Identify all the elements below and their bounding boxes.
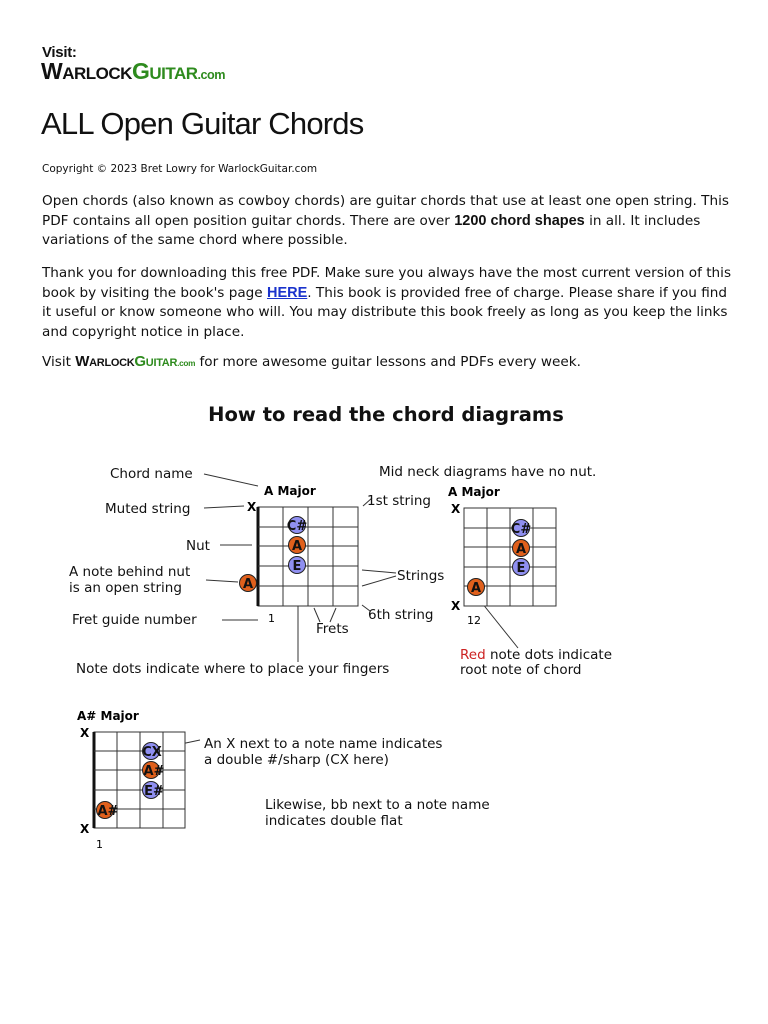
logo-w: W (41, 58, 63, 84)
diagram1-chord-name: A Major (264, 484, 316, 498)
intro-paragraph-2 (42, 264, 732, 342)
p1-text-before: Open chords (also known as cowboy chords) are guitar chords that use at least one open string. This PDF contains all open position guitar chords. There are over (42, 193, 729, 229)
logo-g: G (131, 58, 150, 84)
intro-paragraph-1 (42, 192, 732, 251)
svg-text:C#: C# (510, 522, 532, 537)
label-sixth-string: 6th string (368, 607, 434, 623)
svg-text:A#: A# (143, 764, 165, 779)
chord-count-highlight: 1200 chord shapes (454, 212, 585, 229)
label-note-dots: Note dots indicate where to place your fingers (76, 661, 390, 677)
intro-paragraph-3 (42, 352, 732, 374)
label-double-flat-2: indicates double flat (265, 813, 403, 829)
note-dot-a-low-2 (468, 579, 485, 597)
page-title: ALL Open Guitar Chords (41, 106, 364, 141)
diagram3-chord-name: A# Major (77, 709, 139, 723)
warlock-guitar-logo-inline[interactable] (75, 353, 195, 370)
svg-text:E#: E# (144, 784, 164, 799)
diagram1-fret-number: 1 (268, 612, 275, 625)
label-muted-string: Muted string (105, 501, 191, 517)
chord-grid-1 (258, 507, 358, 606)
p2-text-after: . This book is provided free of charge. Please share if you find it useful or know someone who will. You may distribute this book freely as long as you keep the links and copyright notice in place. (42, 284, 728, 340)
inline-logo-g: G (134, 353, 146, 370)
diagram3-fret-number: 1 (96, 838, 103, 851)
svg-text:A: A (515, 542, 527, 557)
label-strings: Strings (397, 568, 445, 584)
label-nut: Nut (186, 538, 210, 554)
label-red-dots-2: root note of chord (460, 662, 582, 678)
label-double-sharp-2: a double #/sharp (CX here) (204, 752, 389, 768)
label-first-string: 1st string (367, 493, 431, 509)
note-dot-csharp-2 (511, 520, 532, 538)
inline-logo-w: W (75, 353, 90, 370)
diagram3-muted-top: X (80, 726, 90, 740)
label-behind-nut-1: A note behind nut (69, 564, 191, 580)
svg-text:C#: C# (286, 519, 308, 534)
logo-domain: .com (197, 68, 226, 82)
label-double-flat-1: Likewise, bb next to a note name (265, 797, 490, 813)
svg-text:CX: CX (142, 745, 162, 760)
note-dot-esharp-3 (143, 782, 164, 800)
diagram1-muted-x: X (247, 500, 257, 514)
warlock-guitar-logo[interactable] (41, 58, 225, 85)
note-dot-csharp-1 (287, 517, 308, 535)
diagram2-chord-name: A Major (448, 485, 500, 499)
svg-text:A: A (291, 539, 303, 554)
p2-text-before: Thank you for downloading this free PDF. Make sure you always have the most current version of this book by visiting the book's page (42, 265, 732, 301)
chord-diagram-illustration (0, 450, 768, 870)
logo-uitar: UITAR (149, 64, 198, 83)
label-behind-nut-2: is an open string (69, 580, 182, 596)
inline-logo-arlock: ARLOCK (89, 357, 135, 369)
note-dot-asharp-low-3 (97, 802, 119, 820)
copyright-notice: Copyright © 2023 Bret Lowry for WarlockGuitar.com (42, 163, 318, 175)
label-fret-guide: Fret guide number (72, 612, 197, 628)
visit-label: Visit: (42, 44, 77, 61)
diagram-section-title: How to read the chord diagrams (208, 403, 564, 426)
note-dot-e-2 (513, 559, 530, 577)
diagram2-muted-top: X (451, 502, 461, 516)
svg-text:E: E (292, 559, 302, 574)
note-dot-e-1 (289, 557, 306, 575)
p3-text-before: Visit (42, 354, 76, 370)
note-dot-a-root-1 (289, 537, 306, 555)
note-dot-open-a-1 (240, 575, 257, 593)
label-red-dots-1: Red note dots indicate (460, 647, 613, 663)
note-dot-a-root-2 (513, 540, 530, 558)
here-link[interactable]: HERE (266, 284, 308, 301)
inline-logo-domain: .com (177, 359, 196, 368)
diagram2-muted-bottom: X (451, 599, 461, 613)
p3-text-after: for more awesome guitar lessons and PDFs every week. (195, 354, 581, 370)
label-chord-name: Chord name (110, 466, 193, 482)
svg-text:A: A (242, 577, 254, 592)
diagram3-muted-bottom: X (80, 822, 90, 836)
logo-arlock: ARLOCK (62, 64, 132, 83)
inline-logo-uitar: UITAR (145, 357, 178, 369)
svg-text:A#: A# (97, 804, 119, 819)
label-mid-neck: Mid neck diagrams have no nut. (379, 464, 597, 480)
svg-text:A: A (470, 581, 482, 596)
note-dot-asharp-root-3 (143, 762, 165, 780)
diagram2-fret-number: 12 (467, 614, 481, 627)
label-frets: Frets (316, 621, 349, 637)
p1-text-after: in all. It includes variations of the same chord where possible. (42, 212, 701, 248)
note-dot-cx-3 (142, 743, 162, 761)
label-double-sharp-1: An X next to a note name indicates (204, 736, 443, 752)
svg-text:E: E (516, 561, 526, 576)
